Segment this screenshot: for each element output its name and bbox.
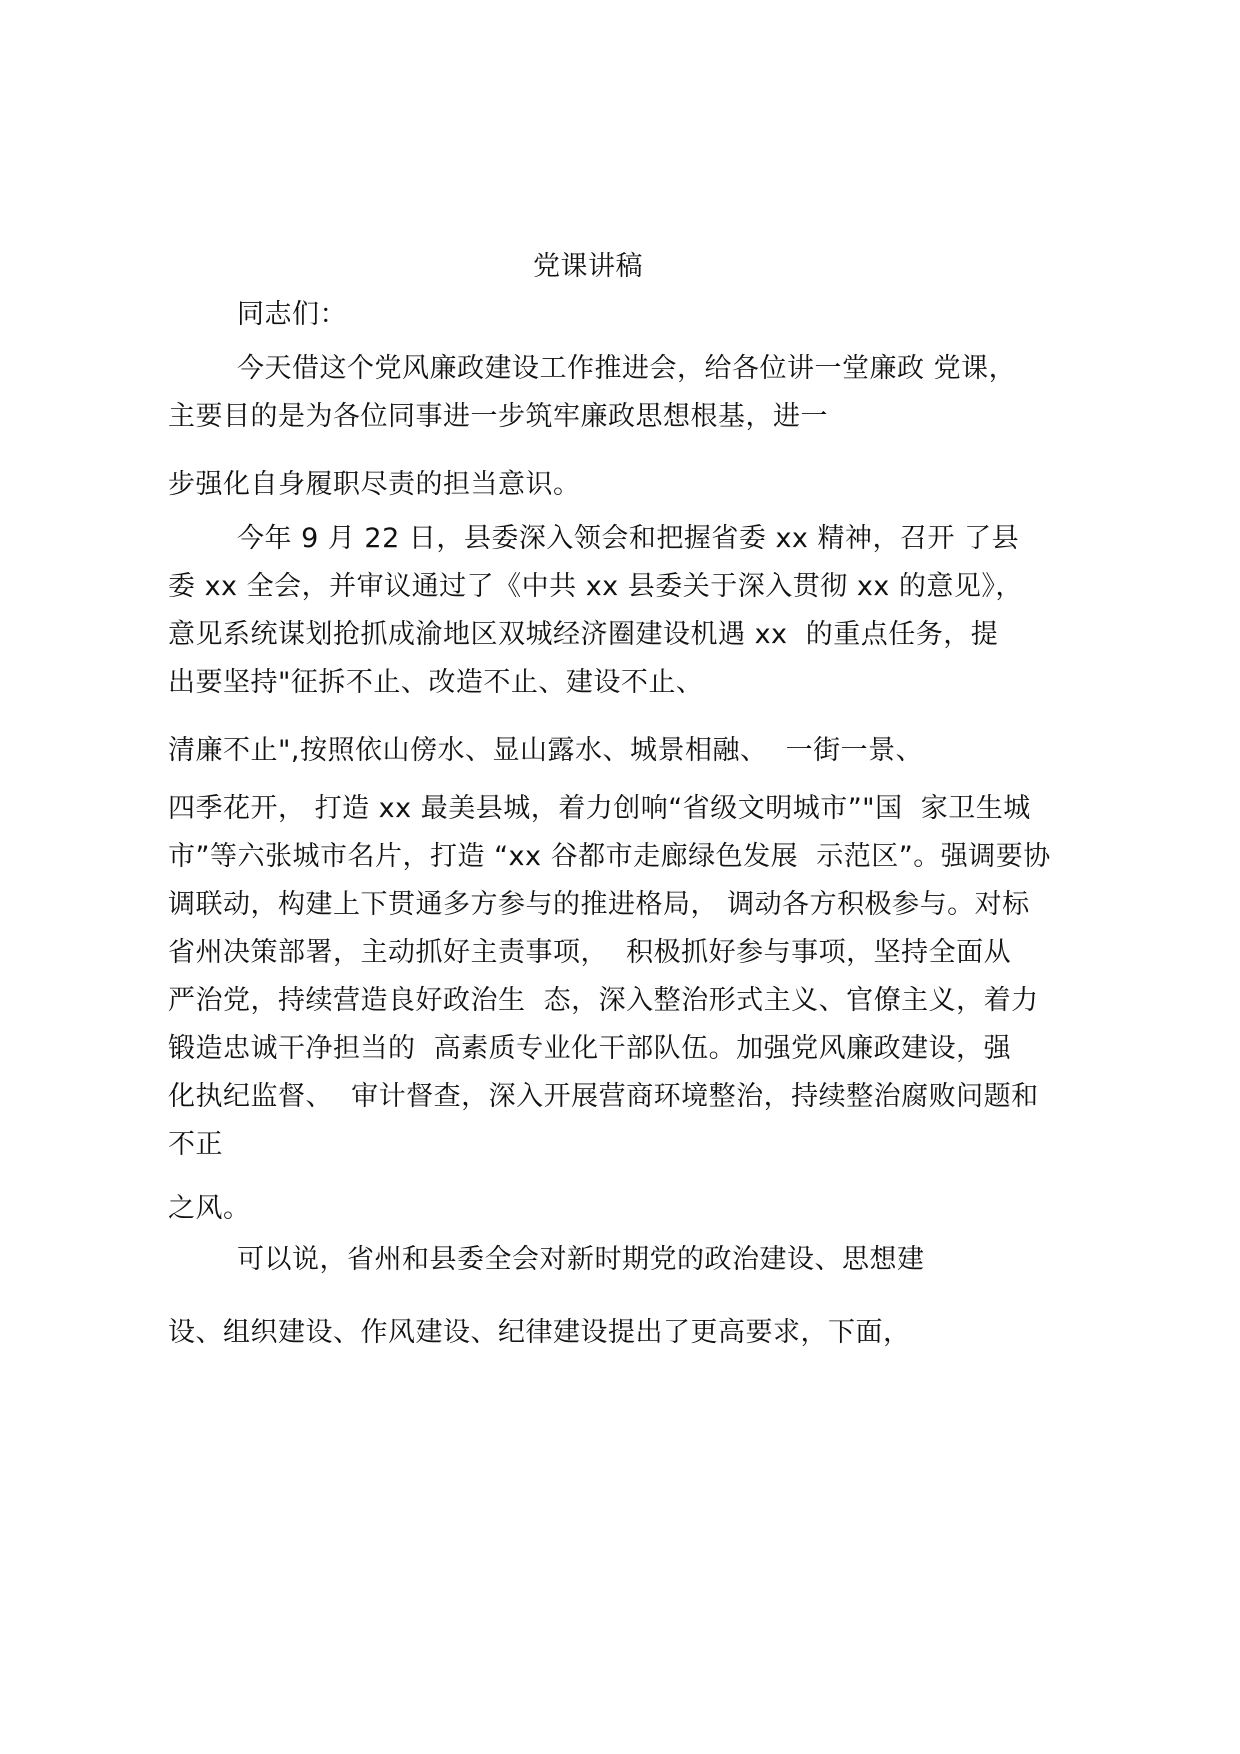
paragraph-1-line-3: 步强化自身履职尽责的担当意识。 xyxy=(168,469,581,500)
paragraph-2-line-12: 化执纪监督、 审计督查，深入开展营商环境整治，持续整治腐败问题和 xyxy=(168,1081,1039,1112)
paragraph-2-line-14: 之风。 xyxy=(168,1193,251,1224)
paragraph-2-line-13: 不正 xyxy=(168,1129,223,1160)
paragraph-1-line-1: 今天借这个党风廉政建设工作推进会，给各位讲一堂廉政 党课， xyxy=(237,353,1017,384)
paragraph-2-line-4: 出要坚持"征拆不止、改造不止、建设不止、 xyxy=(168,667,704,698)
paragraph-3-line-1: 可以说，省州和县委全会对新时期党的政治建设、思想建 xyxy=(237,1244,925,1275)
paragraph-2-line-11: 锻造忠诚干净担当的 高素质专业化干部队伍。加强党风廉政建设，强 xyxy=(168,1033,1012,1064)
paragraph-2-line-2: 委 xx 全会，并审议通过了《中共 xx 县委关于深入贯彻 xx 的意见》， xyxy=(168,571,1023,602)
paragraph-3-line-2: 设、组织建设、作风建设、纪律建设提出了更高要求，下面， xyxy=(168,1317,911,1348)
paragraph-2-line-5: 清廉不止",按照依山傍水、显山露水、城景相融、 一街一景、 xyxy=(168,735,924,766)
paragraph-2-line-8: 调联动，构建上下贯通多方参与的推进格局， 调动各方积极参与。对标 xyxy=(168,889,1030,920)
paragraph-2-line-10: 严治党，持续营造良好政治生 态，深入整治形式主义、官僚主义，着力 xyxy=(168,985,1039,1016)
paragraph-2-line-7: 市”等六张城市名片，打造 “xx 谷都市走廊绿色发展 示范区”。强调要协 xyxy=(168,841,1051,872)
paragraph-2-line-6: 四季花开， 打造 xx 最美县城，着力创响“省级文明城市”"国 家卫生城 xyxy=(168,793,1031,824)
paragraph-2-line-9: 省州决策部署，主动抓好主责事项， 积极抓好参与事项，坚持全面从 xyxy=(168,937,1012,968)
paragraph-2-line-3: 意见系统谋划抢抓成渝地区双城经济圈建设机遇 xx 的重点任务，提 xyxy=(168,619,999,650)
salutation-line: 同志们： xyxy=(237,299,347,330)
paragraph-2-line-1: 今年 9 月 22 日，县委深入领会和把握省委 xx 精神，召开 了县 xyxy=(237,523,1020,554)
paragraph-1-line-2: 主要目的是为各位同事进一步筑牢廉政思想根基，进一 xyxy=(168,401,828,432)
document-title: 党课讲稿 xyxy=(533,251,643,282)
